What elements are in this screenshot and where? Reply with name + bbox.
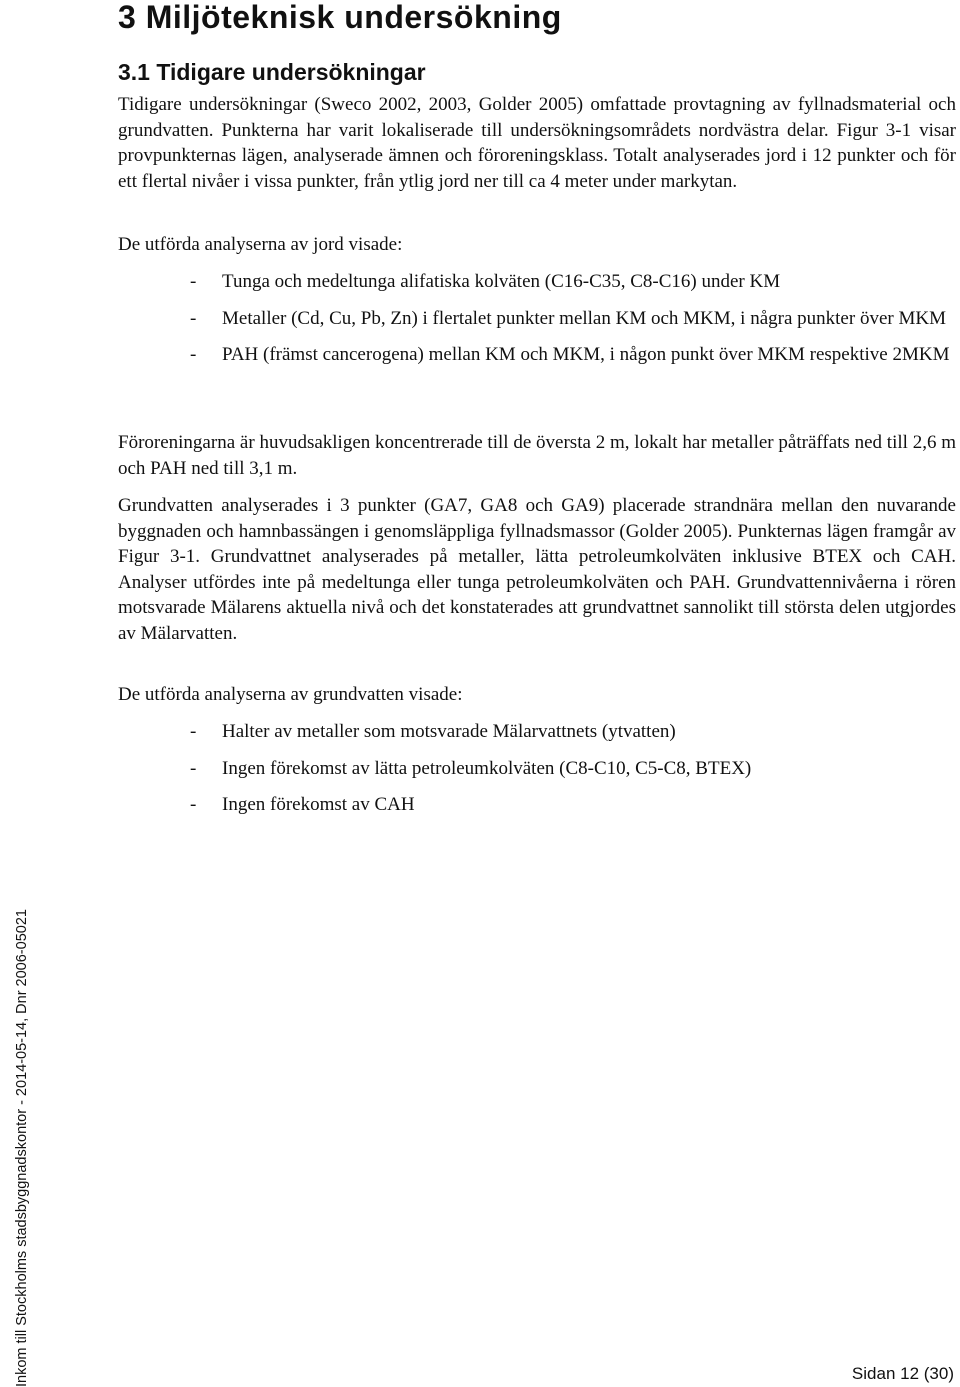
list-item-text: Tunga och medeltunga alifatiska kolväten (C16-C35, C8-C16) under KM bbox=[222, 271, 781, 292]
groundwater-analysis-intro: De utförda analyserna av grundvatten visade: bbox=[118, 684, 463, 705]
contamination-paragraph: Föroreningarna är huvudsakligen koncentrerade till de översta 2 m, lokalt har metaller påträffats ned till 2,6 m och PAH ned till 3,1 m. bbox=[118, 432, 956, 479]
list-item bbox=[118, 792, 956, 818]
list-item bbox=[118, 306, 956, 332]
list-item bbox=[118, 719, 956, 745]
list-marker: - bbox=[190, 344, 197, 365]
section-heading: 3 Miljöteknisk undersökning bbox=[118, 0, 562, 35]
groundwater-paragraph: Grundvatten analyserades i 3 punkter (GA7, GA8 och GA9) placerade strandnära mellan den nuvarande byggnaden och hamnbassängen i genomsläppliga fyllnadsmassor (Golder 2005). Punkternas lägen framgår av Figur 3-1. Grundvattnet analyserades på metaller, lätta petroleumkolväten inklusive BTEX och CAH. Analyser utfördes inte på medeltunga eller tunga petroleumkolväten och PAH. Grundvattennivåerna i rören motsvarade Mälarens aktuella nivå och det konstaterades att grundvattnet sannolikt till största delen utgjordes av Mälarvatten. bbox=[118, 495, 956, 644]
list-marker: - bbox=[190, 721, 197, 742]
page-number: Sidan 12 (30) bbox=[851, 1364, 954, 1383]
list-item-text: PAH (främst cancerogena) mellan KM och MKM, i någon punkt över MKM respektive 2MKM bbox=[222, 344, 950, 365]
list-marker: - bbox=[190, 757, 197, 779]
list-item bbox=[118, 269, 956, 295]
groundwater-results-list bbox=[118, 719, 956, 818]
list-item-text: Ingen förekomst av CAH bbox=[222, 794, 415, 815]
list-item bbox=[118, 342, 956, 368]
list-item-text: Halter av metaller som motsvarade Mälarvattnets (ytvatten) bbox=[222, 721, 676, 742]
list-marker: - bbox=[190, 271, 197, 292]
intro-paragraph: Tidigare undersökningar (Sweco 2002, 2003, Golder 2005) omfattade provtagning av fyllnadsmaterial och grundvatten. Punkterna har varit lokaliserade till undersökningsområdets nordvästra delar. Figur 3-1 visar provpunkternas lägen, analyserade ämnen och föroreningsklass. Totalt analyserades jord i 12 punkter och för ett flertal nivåer i vissa punkter, från ytlig jord ner till ca 4 meter under markytan. bbox=[118, 94, 956, 192]
list-marker: - bbox=[190, 794, 197, 815]
soil-analysis-intro: De utförda analyserna av jord visade: bbox=[118, 234, 403, 255]
list-item bbox=[118, 756, 956, 782]
subsection-heading: 3.1 Tidigare undersökningar bbox=[118, 59, 426, 85]
list-item-text: Ingen förekomst av lätta petroleumkolväten (C8-C10, C5-C8, BTEX) bbox=[222, 757, 752, 779]
list-item-text: Metaller (Cd, Cu, Pb, Zn) i flertalet punkter mellan KM och MKM, i några punkter över MKM bbox=[222, 307, 946, 329]
list-marker: - bbox=[190, 307, 197, 329]
registration-stamp: Inkom till Stockholms stadsbyggnadskontor - 2014-05-14, Dnr 2006-05021 bbox=[14, 909, 30, 1387]
soil-results-list bbox=[118, 269, 956, 368]
